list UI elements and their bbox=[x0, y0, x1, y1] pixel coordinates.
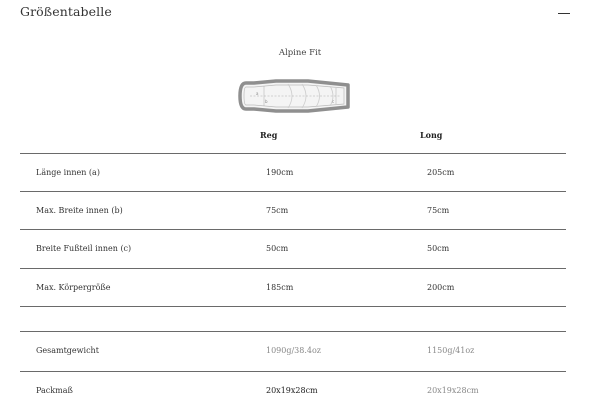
row-value-reg: 50cm bbox=[266, 244, 289, 253]
row-label: Max. Breite innen (b) bbox=[36, 206, 123, 215]
row-label: Packmaß bbox=[36, 386, 73, 395]
row-label: Länge innen (a) bbox=[36, 168, 100, 177]
row-value-reg: 185cm bbox=[266, 283, 294, 292]
row-value-long: 50cm bbox=[427, 244, 450, 253]
row-value-long: 75cm bbox=[427, 206, 450, 215]
table-row bbox=[20, 332, 566, 370]
row-value-long: 20x19x28cm bbox=[427, 386, 479, 395]
diagram-label-c: c bbox=[332, 99, 335, 104]
table-row bbox=[20, 230, 566, 268]
row-value-long: 200cm bbox=[427, 283, 455, 292]
row-label: Breite Fußteil innen (c) bbox=[36, 244, 132, 253]
table-row bbox=[20, 192, 566, 230]
section-title: Größentabelle bbox=[20, 4, 112, 19]
fit-title: Alpine Fit bbox=[278, 48, 322, 58]
row-label: Max. Körpergröße bbox=[36, 283, 111, 292]
row-value-reg: 20x19x28cm bbox=[266, 386, 318, 395]
table-row bbox=[20, 154, 566, 192]
row-value-long: 205cm bbox=[427, 168, 455, 177]
row-value-reg: 190cm bbox=[266, 168, 294, 177]
diagram-label-a: a bbox=[256, 91, 259, 96]
sleeping-bag-diagram bbox=[236, 76, 350, 116]
row-value-reg: 1090g/38.4oz bbox=[266, 346, 322, 355]
table-row bbox=[20, 269, 566, 307]
row-value-reg: 75cm bbox=[266, 206, 289, 215]
column-header-long: Long bbox=[420, 130, 443, 140]
column-header-reg: Reg bbox=[260, 130, 278, 140]
row-label: Gesamtgewicht bbox=[36, 346, 99, 355]
table-row bbox=[20, 372, 566, 406]
row-value-long: 1150g/41oz bbox=[427, 346, 475, 355]
minus-icon[interactable] bbox=[558, 13, 570, 14]
diagram-label-b: b bbox=[265, 99, 268, 104]
